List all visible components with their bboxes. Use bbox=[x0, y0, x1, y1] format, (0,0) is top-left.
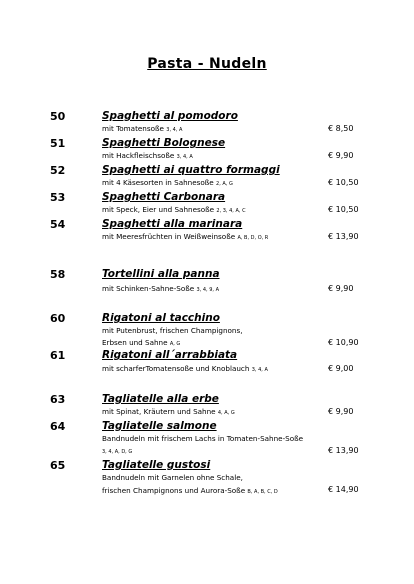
item-price: € 9,90 bbox=[328, 407, 354, 416]
item-number: 54 bbox=[50, 218, 66, 231]
item-description-line-2 bbox=[102, 444, 132, 459]
item-description: mit Hackfleischsoße 3, 4, A bbox=[102, 151, 193, 160]
item-name: Tortellini alla panna bbox=[102, 268, 220, 280]
item-price: € 9,90 bbox=[328, 284, 354, 293]
item-description: mit Tomatensoße 3, 4, A bbox=[102, 124, 183, 133]
allergens: 3, 4, A bbox=[251, 367, 268, 373]
item-name: Tagliatelle salmone bbox=[102, 420, 217, 432]
item-number: 52 bbox=[50, 164, 66, 177]
item-description: mit Meeresfrüchten in Weißweinsoße A, B, D, O, R bbox=[102, 232, 269, 241]
item-number: 60 bbox=[50, 312, 66, 325]
item-number: 50 bbox=[50, 110, 66, 123]
item-description-line-2: frischen Champignons und Aurora-Soße B, A, B, C, D bbox=[102, 486, 278, 495]
item-number: 61 bbox=[50, 349, 66, 362]
item-description: mit Schinken-Sahne-Soße 3, 4, 9, A bbox=[102, 284, 219, 293]
page-title: Pasta - Nudeln bbox=[147, 56, 267, 72]
allergens: 3, 4, A bbox=[176, 154, 193, 160]
allergens: 3, 4, A bbox=[166, 127, 183, 133]
allergens: 4, A, G bbox=[217, 410, 235, 416]
item-description: mit Spinat, Kräutern und Sahne 4, A, G bbox=[102, 407, 235, 416]
allergens: B, A, B, C, D bbox=[247, 489, 278, 495]
item-price: € 10,90 bbox=[328, 338, 359, 347]
item-name: Tagliatelle gustosi bbox=[102, 459, 211, 471]
item-price: € 9,00 bbox=[328, 364, 354, 373]
item-price: € 9,90 bbox=[328, 151, 354, 160]
item-name: Tagliatelle alla erbe bbox=[102, 393, 219, 405]
item-price: € 10,50 bbox=[328, 205, 359, 214]
allergens: 3, 4, 9, A bbox=[196, 287, 219, 293]
item-description: Bandnudeln mit frischem Lachs in Tomaten-Sahne-Soße bbox=[102, 434, 304, 443]
item-price: € 10,50 bbox=[328, 178, 359, 187]
allergens: A, G bbox=[169, 341, 181, 347]
item-number: 65 bbox=[50, 459, 66, 472]
allergens: 2, 3, 4, A, C bbox=[216, 208, 246, 214]
item-name: Spaghetti alla marinara bbox=[102, 218, 243, 230]
item-number: 51 bbox=[50, 137, 66, 150]
item-number: 63 bbox=[50, 393, 66, 406]
item-name: Spaghetti Bolognese bbox=[102, 137, 226, 149]
item-number: 58 bbox=[50, 268, 66, 281]
item-description: Bandnudeln mit Garnelen ohne Schale, bbox=[102, 473, 243, 482]
item-name: Spaghetti al pomodoro bbox=[102, 110, 238, 122]
item-price: € 13,90 bbox=[328, 232, 359, 241]
item-number: 64 bbox=[50, 420, 66, 433]
allergens: 2, A, G bbox=[216, 181, 233, 187]
item-price: € 13,90 bbox=[328, 446, 359, 455]
allergens: 3, 4, A, D, G bbox=[102, 449, 133, 455]
item-description: mit 4 Käsesorten in Sahnesoße 2, A, G bbox=[102, 178, 233, 187]
item-description-line-2: Erbsen und Sahne A, G bbox=[102, 338, 181, 347]
item-description: mit Speck, Eier und Sahnesoße 2, 3, 4, A, C bbox=[102, 205, 246, 214]
item-name: Rigatoni all´arrabbiata bbox=[102, 349, 238, 361]
item-name: Spaghetti Carbonara bbox=[102, 191, 226, 203]
allergens: A, B, D, O, R bbox=[237, 235, 269, 241]
item-description: mit scharferTomatensoße und Knoblauch 3, 4, A bbox=[102, 364, 268, 373]
item-name: Rigatoni al tacchino bbox=[102, 312, 220, 324]
item-number: 53 bbox=[50, 191, 66, 204]
item-price: € 8,50 bbox=[328, 124, 354, 133]
item-description: mit Putenbrust, frischen Champignons, bbox=[102, 326, 243, 335]
item-price: € 14,90 bbox=[328, 485, 359, 494]
item-name: Spaghetti ai quattro formaggi bbox=[102, 164, 280, 176]
